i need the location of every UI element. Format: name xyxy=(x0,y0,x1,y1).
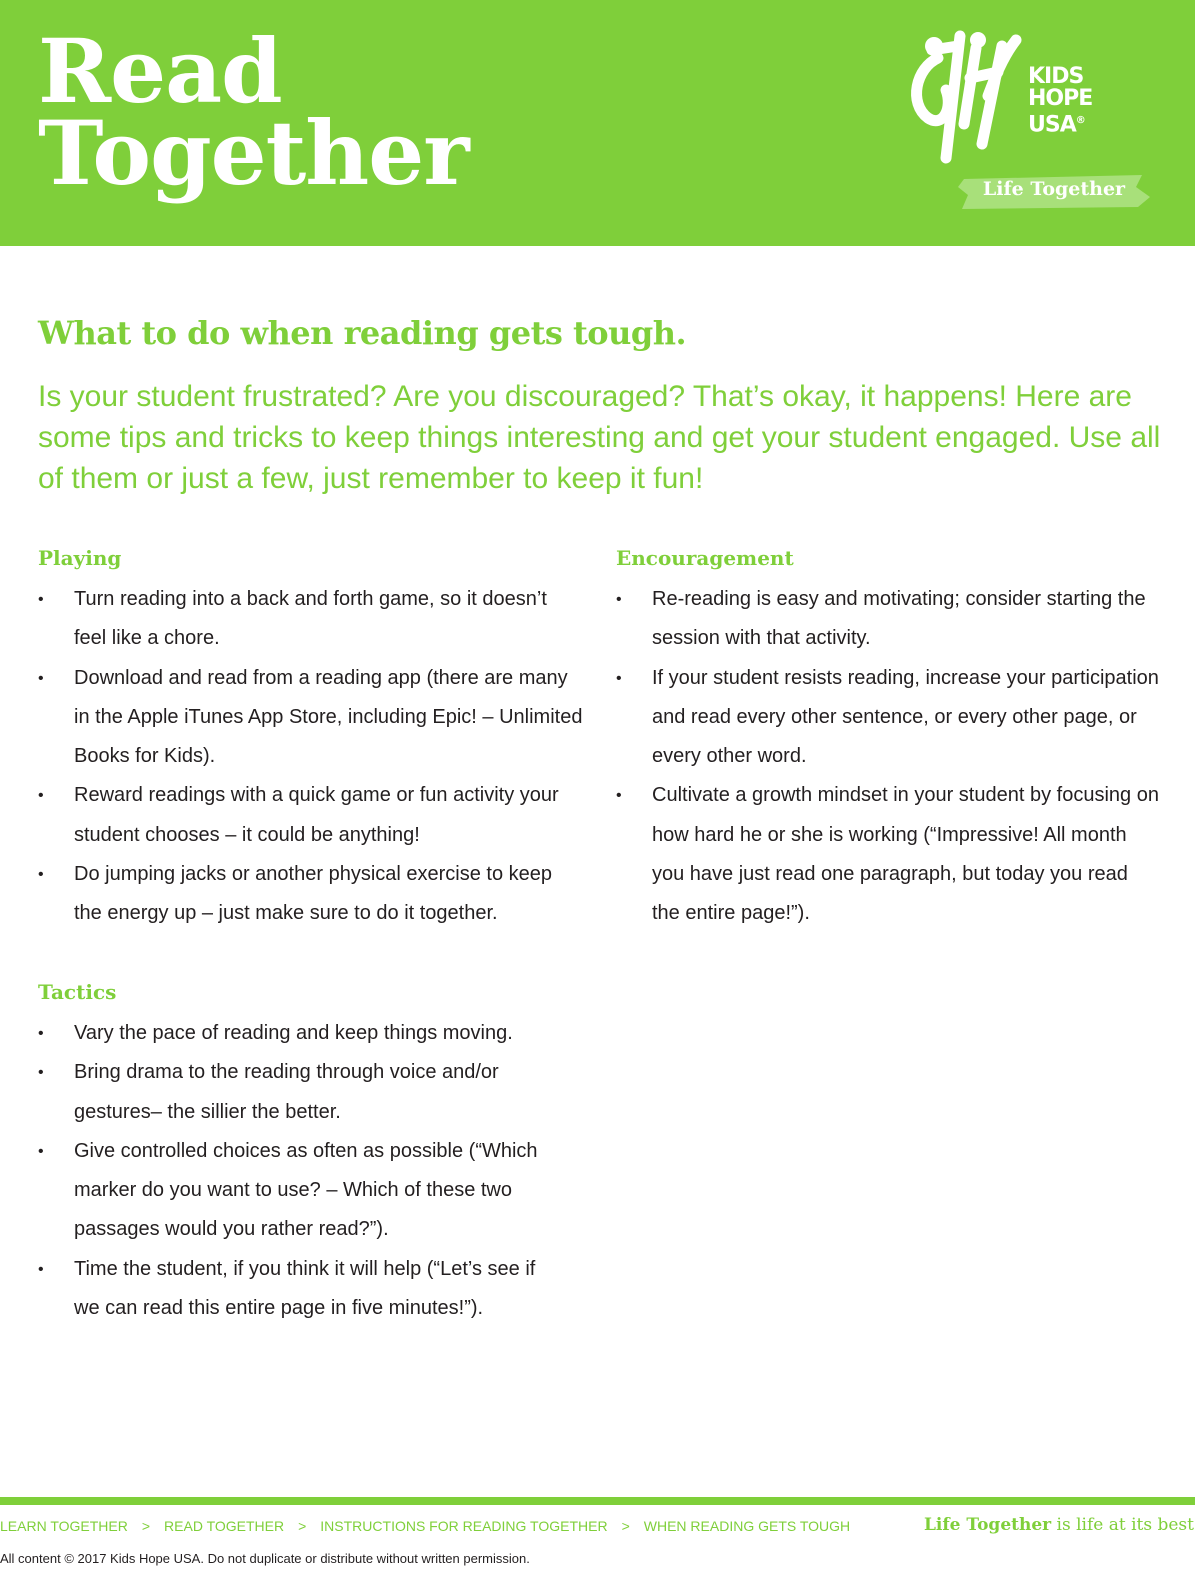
list-item-text: Download and read from a reading app (there are many in the Apple iTunes App Store, including Epic! – Unlimited Books for Kids). xyxy=(74,666,583,768)
breadcrumb-learn-together[interactable]: LEARN TOGETHER xyxy=(0,1518,128,1534)
list-item-text: Do jumping jacks or another physical exercise to keep the energy up – just make sure to do it together. xyxy=(74,863,553,925)
logo-figures-icon xyxy=(898,28,1038,168)
list-item xyxy=(616,659,1161,777)
bullet-icon: • xyxy=(38,787,44,805)
playing-list xyxy=(38,580,583,934)
tagline-bold: Life Together xyxy=(923,1515,1052,1535)
list-item xyxy=(38,776,583,855)
list-item-text: Bring drama to the reading through voice and/or gestures– the sillier the better. xyxy=(74,1061,499,1123)
list-item-text: Time the student, if you think it will help (“Let’s see if we can read this entire page in five minutes!”). xyxy=(74,1257,536,1320)
list-item-text: Cultivate a growth mindset in your student by focusing on how hard he or she is working (“Impressive! All month you have just read one paragraph, but today you read the entire page!”). xyxy=(652,784,1159,925)
playing-title: Playing xyxy=(38,546,122,570)
breadcrumb-separator: > xyxy=(298,1518,307,1534)
logo-word-usa-line xyxy=(1028,110,1092,136)
list-item xyxy=(38,855,583,934)
bullet-icon: • xyxy=(38,1260,44,1278)
title-line-1: Read xyxy=(38,19,282,123)
bullet-icon: • xyxy=(616,669,622,687)
bullet-icon: • xyxy=(38,1142,44,1160)
footer-rule xyxy=(0,1497,1195,1505)
list-item-text: Re-reading is easy and motivating; consider starting the session with that activity. xyxy=(652,588,1146,650)
bullet-icon: • xyxy=(616,787,622,805)
breadcrumb xyxy=(0,1518,850,1534)
bullet-icon: • xyxy=(38,1064,44,1082)
list-item xyxy=(38,1053,558,1132)
badge-label: Life Together xyxy=(982,178,1126,200)
list-item xyxy=(38,580,583,659)
breadcrumb-instructions[interactable]: INSTRUCTIONS FOR READING TOGETHER xyxy=(320,1518,608,1534)
logo-word-hope: HOPE xyxy=(1028,86,1093,111)
list-item xyxy=(616,580,1161,659)
list-item xyxy=(38,1014,558,1053)
list-item-text: Turn reading into a back and forth game, so it doesn’t feel like a chore. xyxy=(74,588,547,650)
list-item-text: If your student resists reading, increase your participation and read every other sentence, or every other page, or every other word. xyxy=(652,666,1159,768)
bullet-icon: • xyxy=(38,591,44,608)
breadcrumb-separator: > xyxy=(621,1518,630,1534)
intro-paragraph: Is your student frustrated? Are you discouraged? That’s okay, it happens! Here are some tips and tricks to keep things interesting and get your student engaged. Use all of them or just a few, just remember to keep it fun! xyxy=(38,380,1161,495)
kids-hope-usa-logo xyxy=(898,28,1168,218)
page-title xyxy=(38,19,469,205)
copyright-notice: All content © 2017 Kids Hope USA. Do not duplicate or distribute without written permission. xyxy=(0,1551,530,1566)
tactics-title: Tactics xyxy=(38,980,117,1004)
section-heading: What to do when reading gets tough. xyxy=(38,314,687,352)
encouragement-title: Encouragement xyxy=(616,546,794,570)
list-item xyxy=(38,659,583,777)
list-item-text: Reward readings with a quick game or fun activity your student chooses – it could be anything! xyxy=(74,784,559,846)
list-item xyxy=(38,1250,558,1329)
title-line-2: Together xyxy=(38,101,469,205)
list-item xyxy=(38,1132,558,1250)
footer-tagline xyxy=(924,1515,1194,1535)
bullet-icon: • xyxy=(38,669,44,687)
logo-word-kids: KIDS xyxy=(1028,64,1084,89)
life-together-badge xyxy=(956,173,1152,211)
list-item-text: Vary the pace of reading and keep things moving. xyxy=(74,1022,513,1044)
encouragement-list xyxy=(616,580,1161,934)
breadcrumb-separator: > xyxy=(141,1518,151,1534)
encouragement-section xyxy=(616,542,1161,934)
logo-wordmark xyxy=(1028,66,1092,136)
list-item xyxy=(616,776,1161,933)
header-banner xyxy=(0,0,1195,246)
bullet-icon: • xyxy=(38,866,44,884)
bullet-icon: • xyxy=(38,1025,44,1042)
breadcrumb-read-together[interactable]: READ TOGETHER xyxy=(164,1518,285,1534)
bullet-icon: • xyxy=(616,591,622,608)
tactics-list xyxy=(38,1014,558,1328)
list-item-text: Give controlled choices as often as possible (“Which marker do you want to use? – Which of these two passages would you rather read?”). xyxy=(74,1139,538,1241)
playing-section xyxy=(38,542,583,934)
registered-mark: ® xyxy=(1075,115,1085,126)
breadcrumb-current: WHEN READING GETS TOUGH xyxy=(643,1518,851,1534)
tagline-rest: is life at its best xyxy=(1051,1515,1194,1535)
tactics-section xyxy=(38,976,558,1328)
logo-word-usa: USA xyxy=(1028,112,1076,138)
